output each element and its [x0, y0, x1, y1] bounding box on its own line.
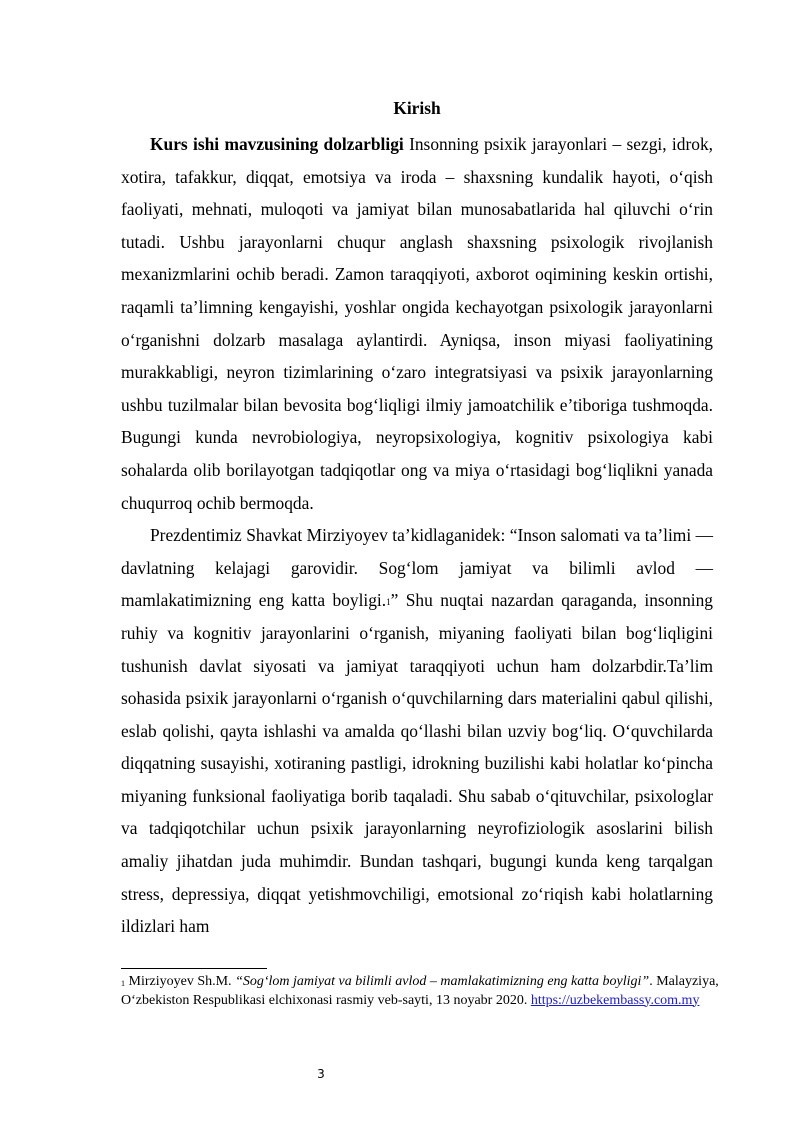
paragraph-president-quote [121, 519, 713, 943]
footnote-mark: 1 [121, 979, 125, 988]
paragraph-text: Prezdentimiz Shavkat Mirziyoyev ta’kidlaganidek: “Inson salomati va ta’limi — davlatning kelajagi garovidir. Sog‘lom jamiyat va bilimli avlod — mamlakatimizning eng katta boyligi. [121, 525, 713, 611]
section-lead: Kurs ishi mavzusining dolzarbligi [150, 134, 404, 154]
paragraph-text: ” Shu nuqtai nazardan qaraganda, insonning ruhiy va kognitiv jarayonlarini o‘rganish, miyaning faoliyati bilan bog‘liqligini tushunish davlat siyosati va jamiyat taraqqiyoti uchun ham dolzarbdir.Ta’lim sohasida psixik jarayonlarni o‘rganish o‘quvchilarning dars materialini qabul qilishi, eslab qolishi, qayta ishlashi va amalda qo‘llashi bilan uzviy bog‘liq. O‘quvchilarda diqqatning susayishi, xotiraning pastligi, idrokning buzilishi kabi holatlar ko‘pincha miyaning funksional faoliyatiga borib taqaladi. Shu sabab o‘qituvchilar, psixologlar va tadqiqotchilar uchun psixik jarayonlarning neyrofiziologik asoslarini bilish amaliy jihatdan juda muhimdir. Bundan tashqari, bugungi kunda keng tarqalgan stress, depressiya, diqqat yetishmovchiligi, emotsional zo‘riqish kabi holatlarning ildizlari ham [121, 590, 714, 937]
footnote-title: “Sog‘lom jamiyat va bilimli avlod – mamlakatimizning eng katta boyligi” [235, 974, 650, 989]
footnote-reference[interactable]: 1 [386, 597, 391, 608]
page-number: 3 [317, 1067, 325, 1081]
footnote-author: Mirziyoyev Sh.M. [125, 974, 236, 989]
footnote-separator [121, 968, 267, 969]
page-title: Kirish [393, 98, 441, 118]
footnote [121, 973, 721, 1010]
paragraph-text: Insonning psixik jarayonlari – sezgi, idrok, xotira, tafakkur, diqqat, emotsiya va iroda – shaxsning kundalik hayoti, o‘qish faoliyati, mehnati, muloqoti va jamiyat bilan munosabatlarida hal qiluvchi o‘rin tutadi. Ushbu jarayonlarni chuqur anglash shaxsning psixologik rivojlanish mexanizmlarini ochib beradi. Zamon taraqqiyoti, axborot oqimining keskin ortishi, raqamli ta’limning kengayishi, yoshlar ongida kechayotgan psixologik jarayonlarni o‘rganishni dolzarb masalaga aylantirdi. Ayniqsa, inson miyasi faoliyatining murakkabligi, neyron tizimlarining o‘zaro integratsiyasi va psixik jarayonlarning ushbu tuzilmalar bilan bevosita bog‘liqligi ilmiy jamoatchilik e’tiboriga tushmoqda. Bugungi kunda nevrobiologiya, neyropsixologiya, kognitiv psixologiya kabi sohalarda olib borilayotgan tadqiqotlar ong va miya o‘rtasidagi bog‘liqlikni yanada chuqurroq ochib bermoqda. [121, 134, 713, 513]
footnote-link[interactable]: https://uzbekembassy.com.my [530, 992, 700, 1008]
document-body [121, 128, 713, 943]
paragraph-relevance [121, 128, 713, 519]
footnote-source: . Malayziya, O‘zbekiston Respublikasi elchixonasi rasmiy veb-sayti, 13 noyabr 2020. [121, 974, 719, 1008]
